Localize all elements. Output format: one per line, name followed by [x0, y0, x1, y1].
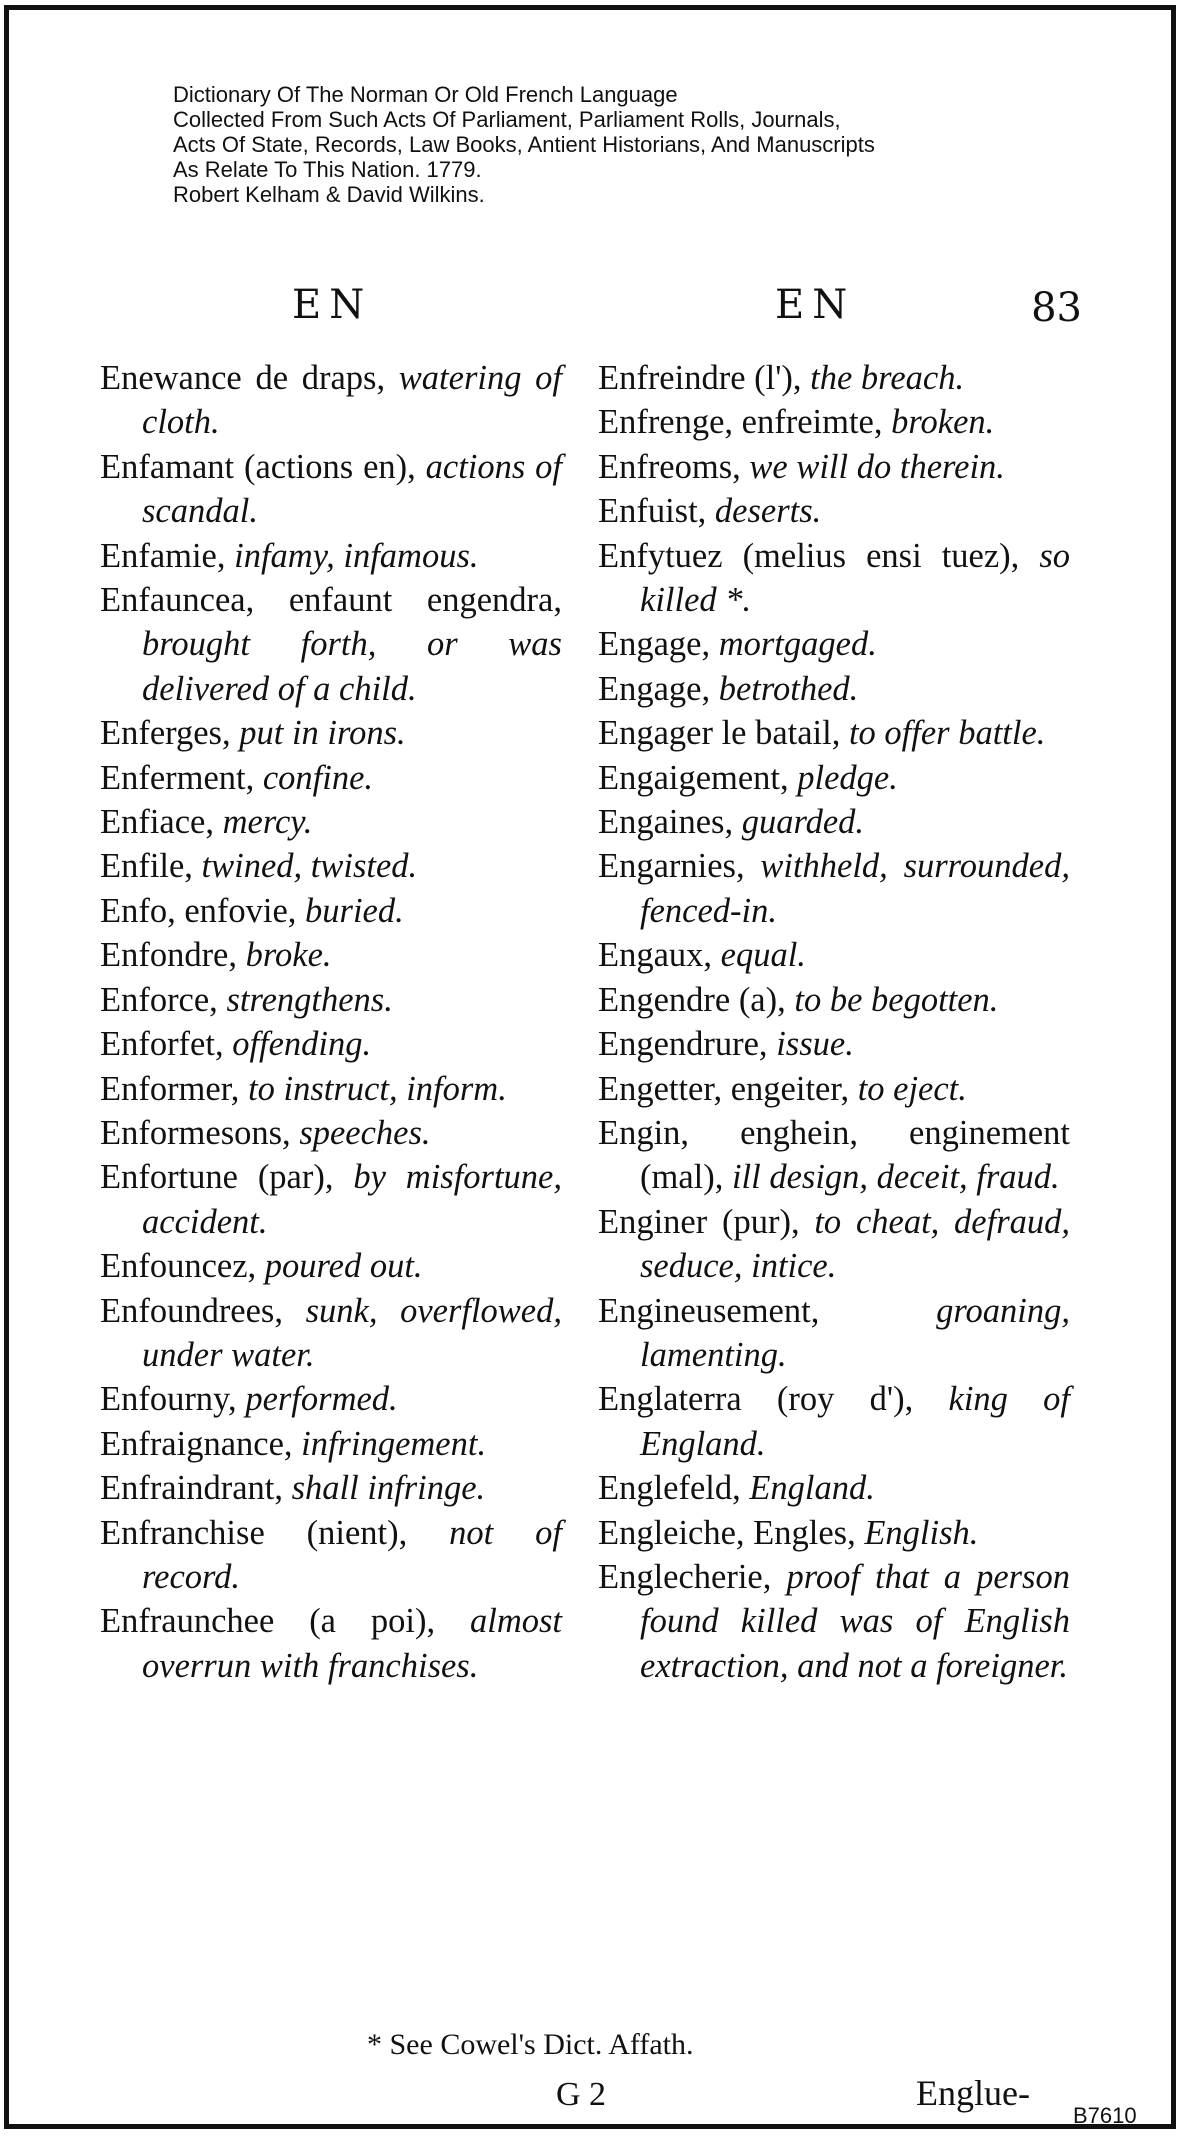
dictionary-entry — [100, 1111, 562, 1155]
footnote: * See Cowel's Dict. Affath. — [367, 2028, 694, 2061]
entry-definition: to cheat, defraud, seduce, intice. — [640, 1202, 1070, 1286]
entry-headword: Enforfet, — [100, 1025, 233, 1064]
entry-definition: issue. — [776, 1025, 854, 1064]
entry-definition: broken. — [891, 403, 995, 442]
page-number: 83 — [1031, 285, 1082, 331]
dictionary-entry — [100, 1466, 562, 1510]
dictionary-entry — [100, 578, 562, 711]
dictionary-entry — [100, 1289, 562, 1378]
entry-definition: to be begotten. — [794, 980, 999, 1019]
entry-headword: Enfondre, — [100, 936, 246, 975]
dictionary-entry — [598, 400, 1070, 444]
dictionary-entry — [598, 1511, 1070, 1555]
entry-definition: by misfortune, accident. — [142, 1158, 562, 1241]
entry-headword: Enfouncez, — [100, 1247, 265, 1286]
dictionary-entry — [598, 800, 1070, 844]
entry-headword: Enfiace, — [100, 803, 223, 842]
dictionary-entry — [598, 1067, 1070, 1111]
entry-headword: Enformer, — [100, 1069, 249, 1108]
dictionary-entry — [598, 1377, 1070, 1466]
entry-definition: betrothed. — [718, 669, 859, 708]
entry-definition: broke. — [245, 936, 332, 975]
entry-headword: Enfranchise (nient), — [100, 1513, 450, 1552]
entry-headword: Enferment, — [100, 758, 263, 797]
dictionary-entry — [100, 1377, 562, 1421]
dictionary-entry — [100, 756, 562, 800]
dictionary-entry — [598, 622, 1070, 666]
running-head-right: EN — [775, 282, 856, 328]
title-line: Collected From Such Acts Of Parliament, Parliament Rolls, Journals, — [173, 107, 841, 132]
entry-definition: performed. — [245, 1380, 398, 1419]
dictionary-entry — [598, 1022, 1070, 1066]
dictionary-entry — [100, 1022, 562, 1066]
entry-definition: guarded. — [741, 803, 865, 842]
entry-definition: so killed *. — [640, 536, 1070, 620]
dictionary-entry — [100, 1067, 562, 1111]
entry-headword: Enfile, — [100, 847, 202, 886]
reference-code: B7610 — [1073, 2103, 1137, 2128]
dictionary-entry — [598, 356, 1070, 400]
entry-headword: Enewance de draps, — [100, 359, 399, 397]
dictionary-entry — [598, 844, 1070, 933]
entry-headword: Enferges, — [100, 714, 240, 753]
entry-headword: Enfrenge, enfreimte, — [598, 403, 892, 442]
dictionary-entry — [598, 1289, 1070, 1378]
entry-headword: Enfo, enfovie, — [100, 891, 306, 930]
entry-headword: Enfamant (actions en), — [100, 447, 426, 486]
entry-definition: speeches. — [299, 1113, 431, 1152]
entry-headword: Engendrure, — [598, 1025, 777, 1064]
entry-headword: Engleiche, Engles, — [598, 1513, 865, 1552]
entry-definition: confine. — [262, 758, 374, 797]
entry-definition: proof that a person found killed was of English extraction, and not a foreigner. — [640, 1557, 1070, 1685]
entry-definition: groaning, lamenting. — [640, 1291, 1070, 1374]
entry-definition: almost overrun with franchises. — [142, 1602, 562, 1685]
entry-definition: deserts. — [714, 492, 822, 531]
running-head-left: EN — [292, 282, 373, 328]
entry-headword: Englefeld, — [598, 1469, 750, 1508]
entry-headword: Enfytuez (melius ensi tuez), — [598, 536, 1040, 575]
dictionary-entry — [598, 1555, 1070, 1688]
entry-definition: infringement. — [301, 1424, 487, 1463]
entry-headword: Engaux, — [598, 936, 721, 975]
entry-headword: Engager le batail, — [598, 714, 849, 753]
entry-definition: mortgaged. — [718, 625, 877, 664]
entry-headword: Enfuist, — [598, 492, 715, 531]
title-line: Acts Of State, Records, Law Books, Antient Historians, And Manuscripts — [173, 132, 875, 157]
entry-definition: we will do therein. — [749, 447, 1005, 486]
entry-headword: Engin, enghein, enginement (mal), — [598, 1113, 1070, 1197]
entry-headword: Enfourny, — [100, 1380, 246, 1419]
entry-definition: twined, twisted. — [201, 847, 418, 886]
entry-definition: to instruct, inform. — [248, 1069, 507, 1108]
entry-headword: Enfortune (par), — [100, 1158, 354, 1197]
entry-definition: offending. — [232, 1025, 372, 1064]
dictionary-entry — [100, 933, 562, 977]
entry-definition: English. — [864, 1513, 979, 1552]
entry-headword: Engineusement, — [598, 1291, 937, 1330]
entry-headword: Enforce, — [100, 980, 227, 1019]
entry-definition: ill design, deceit, fraud. — [731, 1158, 1060, 1197]
dictionary-entry — [100, 534, 562, 578]
entry-definition: to eject. — [857, 1069, 967, 1108]
entry-headword: Engetter, engeiter, — [598, 1069, 858, 1108]
entry-headword: Enfreindre (l'), — [598, 359, 811, 397]
entry-definition: buried. — [305, 891, 404, 930]
left-column — [100, 356, 562, 1688]
entry-headword: Engendre (a), — [598, 980, 795, 1019]
entry-headword: Enfraindrant, — [100, 1469, 292, 1508]
title-line: As Relate To This Nation. 1779. — [173, 157, 482, 182]
entry-definition: poured out. — [264, 1247, 423, 1286]
dictionary-entry — [598, 711, 1070, 755]
entry-definition: mercy. — [222, 803, 313, 842]
right-column — [598, 356, 1070, 1688]
entry-headword: Engaigement, — [598, 758, 798, 797]
dictionary-entry — [598, 756, 1070, 800]
entry-headword: Enfreoms, — [598, 447, 750, 486]
entry-definition: pledge. — [797, 758, 898, 797]
dictionary-entry — [598, 933, 1070, 977]
entry-definition: put in irons. — [239, 714, 406, 753]
entry-definition: the breach. — [810, 359, 965, 397]
dictionary-entry — [100, 1155, 562, 1244]
dictionary-entry — [100, 1511, 562, 1600]
entry-definition: to offer battle. — [848, 714, 1046, 753]
dictionary-entry — [100, 1422, 562, 1466]
entry-definition: England. — [749, 1469, 875, 1508]
entry-headword: Enfraignance, — [100, 1424, 302, 1463]
entry-headword: Engarnies, — [598, 847, 761, 886]
entry-headword: Engaines, — [598, 803, 742, 842]
dictionary-entry — [100, 356, 562, 445]
dictionary-entry — [598, 1200, 1070, 1289]
entry-headword: Enfraunchee (a poi), — [100, 1602, 470, 1641]
dictionary-entry — [598, 534, 1070, 623]
dictionary-entry — [598, 489, 1070, 533]
dictionary-entry — [100, 711, 562, 755]
entry-definition: actions of scandal. — [142, 447, 562, 531]
entry-headword: Enformesons, — [100, 1113, 300, 1152]
entry-definition: equal. — [720, 936, 806, 975]
entry-definition: strengthens. — [226, 980, 393, 1019]
dictionary-entry — [598, 978, 1070, 1022]
signature-mark: G 2 — [556, 2076, 607, 2113]
dictionary-entry — [598, 1111, 1070, 1200]
dictionary-entry — [598, 667, 1070, 711]
dictionary-entry — [100, 1599, 562, 1688]
title-line: Dictionary Of The Norman Or Old French Language — [173, 82, 678, 107]
dictionary-entry — [100, 800, 562, 844]
title-line: Robert Kelham & David Wilkins. — [173, 182, 485, 207]
dictionary-entry — [598, 445, 1070, 489]
entry-headword: Englaterra (roy d'), — [598, 1380, 949, 1419]
entry-definition: shall infringe. — [291, 1469, 486, 1508]
catchword: Englue- — [916, 2073, 1030, 2113]
entry-headword: Englecherie, — [598, 1557, 787, 1596]
book-title-block — [173, 82, 875, 207]
entry-definition: brought forth, or was delivered of a child. — [142, 625, 562, 708]
entry-definition: watering of cloth. — [142, 359, 562, 442]
entry-headword: Enginer (pur), — [598, 1202, 815, 1241]
entry-headword: Enfamie, — [100, 536, 235, 575]
entry-headword: Enfauncea, enfaunt engendra, — [100, 581, 562, 620]
entry-headword: Engage, — [598, 669, 719, 708]
entry-definition: infamy, infamous. — [234, 536, 479, 575]
entry-definition: sunk, overflowed, under water. — [142, 1291, 562, 1374]
dictionary-entry — [100, 445, 562, 534]
dictionary-entry — [598, 1466, 1070, 1510]
entry-definition: withheld, surrounded, fenced-in. — [640, 847, 1070, 930]
dictionary-entry — [100, 978, 562, 1022]
dictionary-entry — [100, 844, 562, 888]
entry-definition: not of record. — [142, 1513, 563, 1596]
entry-definition: king of England. — [640, 1380, 1071, 1463]
dictionary-entry — [100, 889, 562, 933]
dictionary-entry — [100, 1244, 562, 1288]
entry-headword: Enfoundrees, — [100, 1291, 306, 1330]
entry-headword: Engage, — [598, 625, 719, 664]
